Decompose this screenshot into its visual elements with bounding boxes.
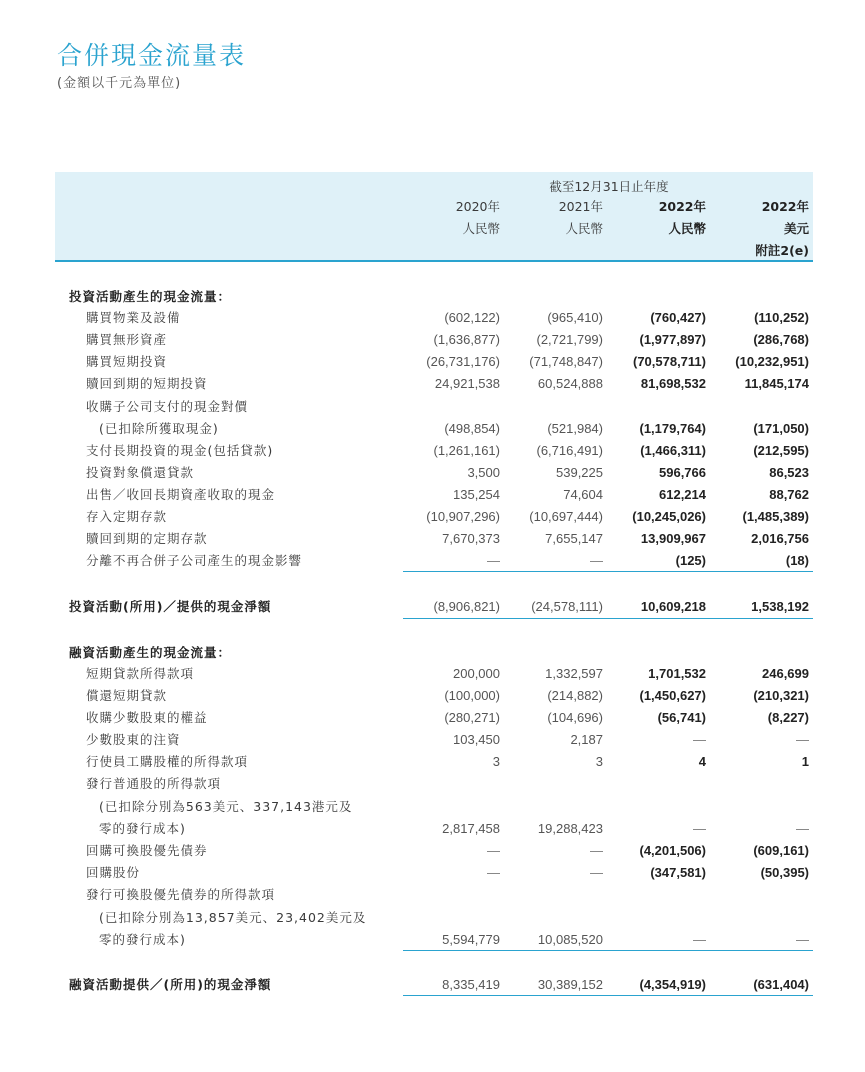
value-cell: —: [487, 553, 500, 568]
value-cell: —: [487, 865, 500, 880]
table-row: [55, 663, 813, 685]
value-cell: 10,085,520: [537, 932, 603, 947]
value-cell: (4,354,919): [639, 977, 706, 992]
value-cell: 1,701,532: [648, 666, 706, 681]
row-label: 收購少數股東的權益: [86, 710, 208, 725]
value-cell: 24,921,538: [434, 376, 500, 391]
table-row: [55, 907, 813, 929]
value-cell: 200,000: [453, 666, 500, 681]
value-cell: 7,670,373: [442, 531, 500, 546]
table-row: [55, 773, 813, 795]
table-row: [55, 929, 813, 951]
value-cell: (280,271): [444, 710, 500, 725]
value-cell: 4: [698, 754, 706, 769]
value-cell: (71,748,847): [529, 354, 603, 369]
value-cell: 246,699: [762, 666, 809, 681]
table-row: [55, 707, 813, 729]
table-row: [55, 351, 813, 373]
section-row: [55, 974, 813, 996]
value-cell: —: [590, 553, 603, 568]
value-cell: 539,225: [556, 465, 603, 480]
value-cell: (100,000): [444, 688, 500, 703]
table-row: [55, 462, 813, 484]
row-label: 存入定期存款: [86, 509, 168, 524]
value-cell: (212,595): [753, 443, 809, 458]
value-cell: (631,404): [753, 977, 809, 992]
row-label: 支付長期投資的現金(包括貸款): [86, 443, 274, 458]
value-cell: (110,252): [754, 310, 809, 325]
value-cell: —: [487, 843, 500, 858]
value-cell: (24,578,111): [531, 599, 603, 614]
value-cell: 19,288,423: [537, 821, 603, 836]
table-row: [55, 506, 813, 528]
row-label: 投資對象償還貸款: [86, 465, 195, 480]
row-label: 短期貸款所得款項: [86, 666, 195, 681]
value-cell: 30,389,152: [537, 977, 603, 992]
value-cell: 81,698,532: [640, 376, 706, 391]
table-row: [55, 329, 813, 351]
row-label: 贖回到期的短期投資: [86, 376, 208, 391]
row-label: 回購可換股優先債券: [86, 843, 208, 858]
col-2021-year: 2021年: [558, 199, 603, 214]
value-cell: (498,854): [444, 421, 500, 436]
value-cell: 2,817,458: [442, 821, 500, 836]
total-rule: [403, 995, 813, 996]
value-cell: (1,636,877): [433, 332, 500, 347]
value-cell: (171,050): [753, 421, 809, 436]
value-cell: —: [693, 932, 706, 947]
col-2022-usd-currency: 美元: [783, 221, 809, 236]
value-cell: 10,609,218: [640, 599, 706, 614]
value-cell: (602,122): [444, 310, 500, 325]
value-cell: 1: [801, 754, 809, 769]
total-rule: [403, 618, 813, 619]
value-cell: 103,450: [453, 732, 500, 747]
value-cell: (609,161): [753, 843, 809, 858]
value-cell: 1,332,597: [545, 666, 603, 681]
table-header: [55, 172, 813, 262]
value-cell: 2,187: [570, 732, 603, 747]
row-label: (已扣除分別為563美元、337,143港元及: [99, 799, 353, 814]
total-rule: [403, 571, 813, 572]
value-cell: —: [590, 843, 603, 858]
value-cell: 5,594,779: [442, 932, 500, 947]
value-cell: 1,538,192: [751, 599, 809, 614]
row-label: 收購子公司支付的現金對價: [86, 399, 249, 414]
row-label: 融資活動提供／(所用)的現金淨額: [69, 977, 272, 992]
value-cell: (8,906,821): [433, 599, 500, 614]
row-label: 投資活動(所用)／提供的現金淨額: [69, 599, 272, 614]
value-cell: (521,984): [547, 421, 603, 436]
value-cell: 8,335,419: [442, 977, 500, 992]
row-label: 投資活動產生的現金流量：: [69, 289, 232, 304]
col-2022-rmb-currency: 人民幣: [668, 221, 706, 236]
value-cell: (1,466,311): [640, 443, 706, 458]
value-cell: 60,524,888: [537, 376, 603, 391]
value-cell: 3,500: [467, 465, 500, 480]
value-cell: (6,716,491): [536, 443, 603, 458]
value-cell: (347,581): [650, 865, 706, 880]
row-label: 贖回到期的定期存款: [86, 531, 208, 546]
value-cell: (10,245,026): [632, 509, 706, 524]
table-row: [55, 818, 813, 840]
value-cell: (965,410): [547, 310, 603, 325]
value-cell: (1,261,161): [433, 443, 500, 458]
value-cell: 88,762: [769, 487, 809, 502]
table-row: [55, 373, 813, 395]
value-cell: (10,697,444): [529, 509, 603, 524]
table-row: [55, 418, 813, 440]
table-row: [55, 396, 813, 418]
row-label: 購買無形資產: [86, 332, 168, 347]
col-2022-usd-note: 附註2(e): [755, 243, 809, 258]
table-row: [55, 440, 813, 462]
row-label: 分離不再合併子公司產生的現金影響: [86, 553, 303, 568]
value-cell: (1,977,897): [639, 332, 706, 347]
row-label: (已扣除所獲取現金): [99, 421, 219, 436]
row-label: 回購股份: [86, 865, 141, 880]
value-cell: 135,254: [453, 487, 500, 502]
col-2020-currency: 人民幣: [462, 221, 500, 236]
value-cell: (1,179,764): [639, 421, 706, 436]
table-row: [55, 550, 813, 572]
col-2021-currency: 人民幣: [565, 221, 603, 236]
value-cell: (8,227): [767, 710, 809, 725]
value-cell: 13,909,967: [640, 531, 706, 546]
value-cell: —: [796, 732, 809, 747]
row-label: 零的發行成本): [99, 932, 186, 947]
value-cell: 2,016,756: [751, 531, 809, 546]
value-cell: 612,214: [659, 487, 706, 502]
value-cell: (10,907,296): [426, 509, 500, 524]
value-cell: (50,395): [760, 865, 809, 880]
value-cell: (4,201,506): [639, 843, 706, 858]
row-label: 融資活動產生的現金流量：: [69, 645, 232, 660]
table-row: [55, 307, 813, 329]
row-label: (已扣除分別為13,857美元、23,402美元及: [99, 910, 367, 925]
table-row: [55, 796, 813, 818]
value-cell: (210,321): [753, 688, 809, 703]
value-cell: (70,578,711): [632, 354, 706, 369]
table-row: [55, 528, 813, 550]
value-cell: (1,485,389): [742, 509, 809, 524]
period-label: 截至12月31日止年度: [549, 179, 669, 194]
section-row: [55, 596, 813, 618]
value-cell: (26,731,176): [426, 354, 500, 369]
row-label: 出售／收回長期資產收取的現金: [86, 487, 276, 502]
value-cell: 11,845,174: [744, 376, 809, 391]
table-row: [55, 862, 813, 884]
page-title: 合併現金流量表: [57, 41, 247, 70]
col-2022-usd-year: 2022年: [761, 199, 809, 214]
value-cell: (2,721,799): [536, 332, 603, 347]
section-row: [55, 642, 813, 664]
row-label: 償還短期貸款: [86, 688, 168, 703]
value-cell: —: [693, 821, 706, 836]
value-cell: 7,655,147: [545, 531, 603, 546]
value-cell: —: [796, 932, 809, 947]
row-label: 發行普通股的所得款項: [86, 776, 222, 791]
row-label: 發行可換股優先債券的所得款項: [86, 887, 276, 902]
page-subtitle: (金額以千元為單位): [57, 76, 182, 91]
table-row: [55, 884, 813, 906]
value-cell: —: [693, 732, 706, 747]
value-cell: (125): [675, 553, 706, 568]
value-cell: (18): [785, 553, 809, 568]
table-row: [55, 729, 813, 751]
col-2022-rmb-year: 2022年: [658, 199, 706, 214]
col-2020-year: 2020年: [455, 199, 500, 214]
value-cell: 596,766: [659, 465, 706, 480]
section-row: [55, 286, 813, 308]
value-cell: (104,696): [547, 710, 603, 725]
table-row: [55, 751, 813, 773]
value-cell: 86,523: [769, 465, 809, 480]
value-cell: —: [796, 821, 809, 836]
total-rule: [403, 950, 813, 951]
value-cell: 74,604: [563, 487, 603, 502]
value-cell: 3: [595, 754, 603, 769]
value-cell: (214,882): [547, 688, 603, 703]
row-label: 行使員工購股權的所得款項: [86, 754, 249, 769]
row-label: 少數股東的注資: [86, 732, 181, 747]
value-cell: (286,768): [753, 332, 809, 347]
value-cell: —: [590, 865, 603, 880]
table-row: [55, 840, 813, 862]
row-label: 購買短期投資: [86, 354, 168, 369]
value-cell: 3: [492, 754, 500, 769]
table-row: [55, 685, 813, 707]
value-cell: (56,741): [657, 710, 706, 725]
table-row: [55, 484, 813, 506]
value-cell: (10,232,951): [735, 354, 809, 369]
row-label: 購買物業及設備: [86, 310, 181, 325]
row-label: 零的發行成本): [99, 821, 186, 836]
value-cell: (760,427): [650, 310, 706, 325]
value-cell: (1,450,627): [639, 688, 706, 703]
